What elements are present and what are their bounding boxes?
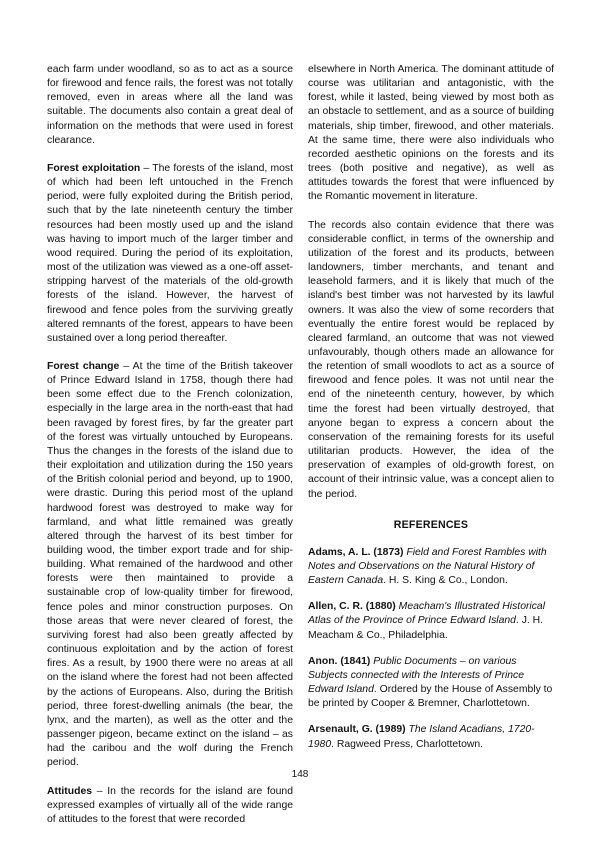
reference-title: Meacham's Illustrated Historical Atlas of the Province of Prince Edward Island	[308, 601, 546, 627]
reference-author: Arsenault, G. (1989)	[308, 724, 406, 736]
reference-author: Allen, C. R. (1880)	[308, 601, 396, 613]
paragraph-conflict: The records also contain evidence that there was considerable conflict, in terms of the ownership and utilization of the forest and its products, between landowners, timber merchants, and tenant and leasehold farmers, and it is likely that much of the island's best timber was not harvested by its lawful owners. It was also the view of some recorders that eventually the entire forest would be replaced by cleared farmland, an outcome that was not viewed unfavourably, though others made an allowance for the retention of small woodlots to act as a source of firewood and fence poles. It was not until near the end of the nineteenth century, however, by which time the forest had been virtually destroyed, that anyone began to express a concern about the conservation of the remaining forests for its useful utilitarian products. However, the idea of the preservation of examples of old-growth forest, on account of their intrinsic value, was a concept alien to the period.	[308, 219, 554, 500]
paragraph-forest-change	[47, 360, 293, 771]
reference-title: Public Documents – on various Subjects connected with the Interests of Prince Edward Island	[308, 655, 525, 696]
reference-publisher: . Ragweed Press, Charlottetown.	[331, 738, 484, 750]
reference-publisher: . Ordered by the House of Assembly to be printed by Cooper & Bremner, Charlottetown.	[308, 684, 553, 710]
reference-item	[308, 600, 554, 642]
reference-title: Field and Forest Rambles with Notes and Observations on the Natural History of Eastern Canada	[308, 546, 547, 587]
reference-item	[308, 723, 554, 751]
page-number: 148	[291, 769, 309, 780]
reference-author: Anon. (1841)	[308, 655, 371, 667]
reference-publisher: . H. S. King & Co., London.	[383, 575, 508, 587]
paragraph-attitudes-text: – In the records for the island are found expressed examples of virtually all of the wide range of attitudes to the forest that were recorded	[47, 785, 293, 825]
heading-forest-change: Forest change	[47, 360, 120, 372]
reference-title: The Island Acadians, 1720-1980	[308, 724, 535, 750]
reference-item	[308, 546, 554, 588]
paragraph-attitudes-continued: elsewhere in North America. The dominant attitude of course was utilitarian and antagonistic, with the forest, while it lasted, being viewed by most both as an obstacle to settlement, and as a source of building materials, ship timber, firewood, and other materials. At the same time, there were also individuals who recorded aesthetic opinions on the forests and its trees (both positive and negative), as well as attitudes towards the forest that were influenced by the Romantic movement in literature.	[308, 64, 554, 203]
heading-forest-exploitation: Forest exploitation	[47, 162, 141, 174]
references-heading: REFERENCES	[393, 518, 469, 531]
right-column	[308, 63, 554, 764]
reference-publisher: . J. H. Meacham & Co., Philadelphia.	[308, 615, 544, 641]
paragraph-forest-clearance-end: each farm under woodland, so as to act as a source for firewood and fence rails, the forest was not totally removed, even in areas where all the land was suitable. The documents also contain a great deal of information on the methods that were used in forest clearance.	[47, 64, 293, 146]
reference-item	[308, 655, 554, 712]
paragraph-forest-change-text: – At the time of the British takeover of Prince Edward Island in 1758, though there had been some effect due to the French colonization, especially in the large area in the north-east that had been ravaged by forest fires, by far the greater part of the forest was virtually untouched by Europeans. Thus the changes in the forests of the island due to their exploitation and utilization during the 150 years of the British colonial period and beyond, up to 1900, were drastic. During this period most of the upland hardwood forest was destroyed to make way for farmland, and what little remained was greatly altered through the harvest of its best timber for building wood, the timber export trade and for ship-building. What remained of the hardwood and other forests were then maintained to provide a sustainable crop of low-quality timber for firewood, fence poles and minor construction purposes. On those areas that were never cleared of forest, the surviving forest had also been greatly affected by continuous exploitation and by the action of forest fires. As a result, by 1900 there were no areas at all on the island where the forest had not been affected by the actions of Europeans. Also, during the British period, three forest-dwelling animals (the bear, the lynx, and the marten), as well as the otter and the passenger pigeon, became extinct on the island – as had the caribou and the wolf during the French period.	[47, 360, 293, 769]
reference-author: Adams, A. L. (1873)	[308, 546, 404, 558]
left-column	[47, 63, 293, 841]
paragraph-attitudes	[47, 785, 293, 827]
heading-attitudes: Attitudes	[47, 785, 93, 797]
paragraph-forest-exploitation	[47, 162, 293, 346]
paragraph-forest-exploitation-text: – The forests of the island, most of which had been left untouched in the French period, were fully exploited during the British period, such that by the late nineteenth century the timber resources had been mostly used up and the island was having to import much of the larger timber and wood required. During the period of its exploitation, most of the utilization was viewed as a one-off asset-stripping harvest of the materials of the old-growth forests of the island. However, the harvest of firewood and fence poles from the surviving greatly altered remnants of the forest, appears to have been sustained over a long period thereafter.	[47, 162, 293, 344]
